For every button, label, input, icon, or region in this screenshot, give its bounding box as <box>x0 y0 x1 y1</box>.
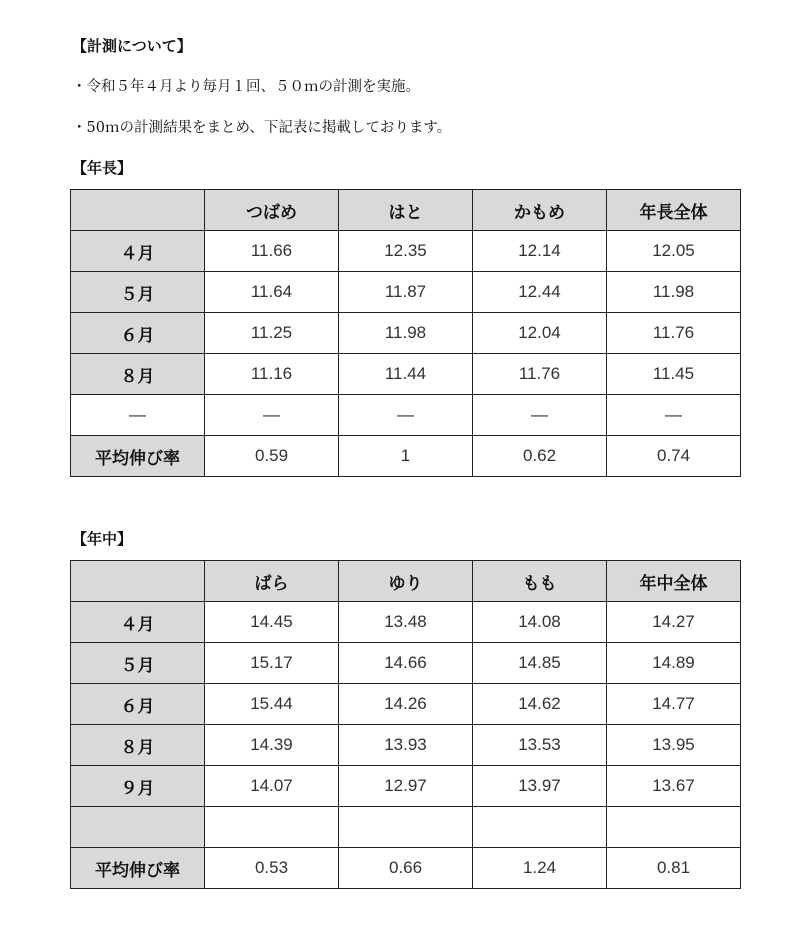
column-header: かもめ <box>473 190 607 231</box>
table-cell: 14.39 <box>205 725 339 766</box>
row-header: 平均伸び率 <box>71 436 205 477</box>
table-cell: — <box>339 395 473 436</box>
column-header: ゆり <box>339 561 473 602</box>
row-header: ８月 <box>71 725 205 766</box>
header-corner-cell <box>71 190 205 231</box>
table-row <box>71 643 741 684</box>
row-header: ４月 <box>71 602 205 643</box>
row-header: ９月 <box>71 766 205 807</box>
table-cell: 11.45 <box>607 354 741 395</box>
table-cell: 14.26 <box>339 684 473 725</box>
measurement-heading: 【計測について】 <box>72 37 192 55</box>
table-row <box>71 395 741 436</box>
table-row <box>71 354 741 395</box>
table-cell <box>607 807 741 848</box>
row-header: — <box>71 395 205 436</box>
table-cell: 15.17 <box>205 643 339 684</box>
middle-heading: 【年中】 <box>72 530 133 548</box>
table-cell: 11.64 <box>205 272 339 313</box>
senior-heading: 【年長】 <box>72 159 133 177</box>
column-header: もも <box>473 561 607 602</box>
table-cell: 15.44 <box>205 684 339 725</box>
table-row <box>71 848 741 889</box>
table-row <box>71 807 741 848</box>
table-cell: 0.74 <box>607 436 741 477</box>
column-header: はと <box>339 190 473 231</box>
table-cell: 11.98 <box>339 313 473 354</box>
table-cell: 14.62 <box>473 684 607 725</box>
table-cell <box>473 807 607 848</box>
table-cell: 14.27 <box>607 602 741 643</box>
table-cell: 14.66 <box>339 643 473 684</box>
row-header: ５月 <box>71 272 205 313</box>
row-header: ８月 <box>71 354 205 395</box>
table-row <box>71 313 741 354</box>
table-cell: 0.81 <box>607 848 741 889</box>
header-corner-cell <box>71 561 205 602</box>
table-cell: 0.53 <box>205 848 339 889</box>
table-cell: 11.66 <box>205 231 339 272</box>
column-header: ばら <box>205 561 339 602</box>
table-cell: 12.35 <box>339 231 473 272</box>
table-cell: 11.87 <box>339 272 473 313</box>
table-cell: 13.95 <box>607 725 741 766</box>
intro-line-2: ・50ｍの計測結果をまとめ、下記表に掲載しております。 <box>72 120 452 136</box>
table-cell: — <box>473 395 607 436</box>
table-cell: 12.04 <box>473 313 607 354</box>
senior-table <box>70 189 741 477</box>
row-header: ４月 <box>71 231 205 272</box>
row-header: ５月 <box>71 643 205 684</box>
middle-table <box>70 560 741 889</box>
table-row <box>71 684 741 725</box>
intro-line-1: ・令和５年４月より毎月１回、５０ｍの計測を実施。 <box>72 79 420 95</box>
row-header: ６月 <box>71 313 205 354</box>
column-header: 年中全体 <box>607 561 741 602</box>
table-cell: 13.93 <box>339 725 473 766</box>
table-cell: 11.25 <box>205 313 339 354</box>
table-cell: 12.44 <box>473 272 607 313</box>
table-cell: 11.76 <box>473 354 607 395</box>
table-cell: 14.07 <box>205 766 339 807</box>
table-row <box>71 436 741 477</box>
table-cell: 13.67 <box>607 766 741 807</box>
column-header: 年長全体 <box>607 190 741 231</box>
table-cell: — <box>607 395 741 436</box>
table-cell: 14.08 <box>473 602 607 643</box>
table-cell: 14.45 <box>205 602 339 643</box>
table-header-row <box>71 190 741 231</box>
table-cell <box>339 807 473 848</box>
table-cell: 11.76 <box>607 313 741 354</box>
table-cell: 12.05 <box>607 231 741 272</box>
table-cell: — <box>205 395 339 436</box>
table-cell: 13.48 <box>339 602 473 643</box>
table-header-row <box>71 561 741 602</box>
table-cell: 13.97 <box>473 766 607 807</box>
table-cell: 0.66 <box>339 848 473 889</box>
table-cell: 11.98 <box>607 272 741 313</box>
table-cell <box>205 807 339 848</box>
row-header <box>71 807 205 848</box>
table-row <box>71 766 741 807</box>
table-cell: 14.85 <box>473 643 607 684</box>
table-cell: 14.89 <box>607 643 741 684</box>
table-cell: 12.14 <box>473 231 607 272</box>
table-cell: 0.62 <box>473 436 607 477</box>
column-header: つばめ <box>205 190 339 231</box>
table-cell: 0.59 <box>205 436 339 477</box>
row-header: ６月 <box>71 684 205 725</box>
row-header: 平均伸び率 <box>71 848 205 889</box>
table-cell: 12.97 <box>339 766 473 807</box>
table-row <box>71 272 741 313</box>
table-cell: 13.53 <box>473 725 607 766</box>
table-cell: 14.77 <box>607 684 741 725</box>
table-row <box>71 231 741 272</box>
table-cell: 11.16 <box>205 354 339 395</box>
table-cell: 11.44 <box>339 354 473 395</box>
table-row <box>71 725 741 766</box>
table-row <box>71 602 741 643</box>
table-cell: 1 <box>339 436 473 477</box>
table-cell: 1.24 <box>473 848 607 889</box>
